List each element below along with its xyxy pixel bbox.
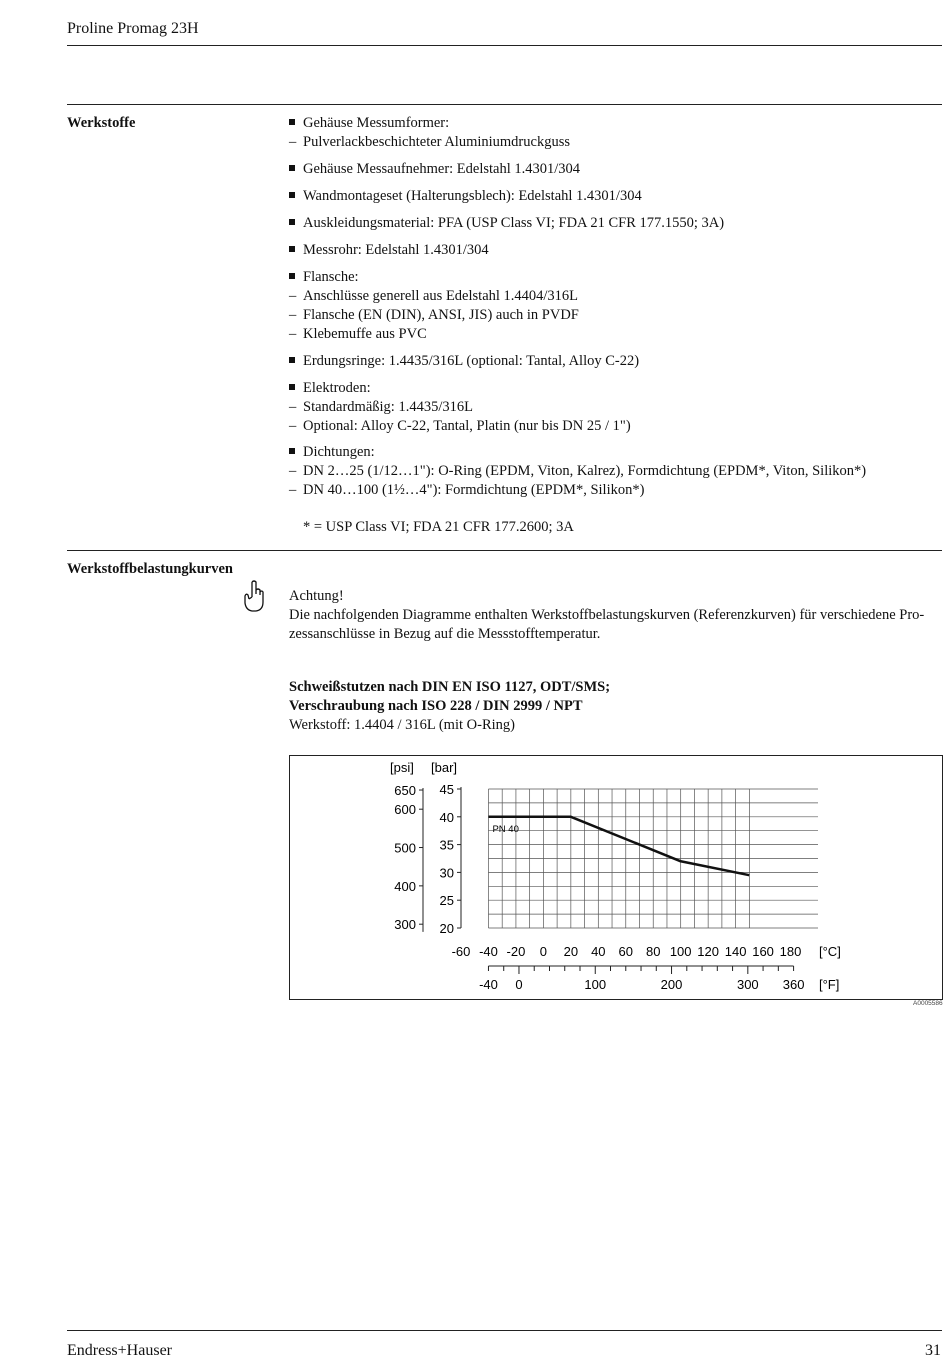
list-item: Auskleidungsmaterial: PFA (USP Class VI; FDA 21 CFR 177.1550; 3A) — [289, 214, 724, 233]
y2-axis-unit-psi: [psi] — [390, 760, 414, 775]
fahrenheit-tick-label: 300 — [736, 977, 759, 992]
fahrenheit-tick-label: 200 — [660, 977, 683, 992]
sub-item: – Pulverlackbeschichteter Aluminiumdruckguss — [289, 133, 570, 152]
sub-item: – DN 40…100 (1½…4"): Formdichtung (EPDM*, Silikon*) — [289, 481, 866, 500]
sub-item: – Standardmäßig: 1.4435/316L — [289, 398, 631, 417]
header-rule — [67, 45, 942, 46]
x-tick-label: 40 — [591, 944, 606, 959]
x-tick-label: -60 — [451, 944, 471, 959]
chart-frame — [289, 755, 943, 1000]
x-tick-label: 160 — [752, 944, 774, 959]
y-tick-label: 35 — [439, 837, 454, 853]
x-tick-label: 80 — [645, 944, 661, 959]
sub-item: – DN 2…25 (1/12…1"): O-Ring (EPDM, Viton, Kalrez), Formdichtung (EPDM*, Viton, Silikon*) — [289, 462, 866, 481]
list-item: Messrohr: Edelstahl 1.4301/304 — [289, 241, 489, 260]
psi-tick-label: 600 — [394, 802, 416, 818]
warning-text-line2: zessanschlüsse in Bezug auf die Messstofftemperatur. — [289, 626, 601, 642]
warning-title: Achtung! — [289, 588, 344, 604]
footnote: * = USP Class VI; FDA 21 CFR 177.2600; 3A — [303, 519, 574, 535]
y-tick-label: 20 — [439, 921, 454, 936]
pointing-hand-icon — [243, 580, 265, 614]
sub-item: – Flansche (EN (DIN), ANSI, JIS) auch in PVDF — [289, 306, 579, 325]
footer-rule — [67, 1330, 942, 1331]
list-item: Gehäuse Messaufnehmer: Edelstahl 1.4301/304 — [289, 160, 580, 179]
x-tick-label: 180 — [779, 944, 802, 959]
footer-publisher: Endress+Hauser — [67, 1342, 172, 1359]
y-axis-unit-bar: [bar] — [431, 760, 458, 775]
y-tick-label: 25 — [439, 893, 454, 909]
x-tick-label: -20 — [506, 944, 526, 959]
section-rule-belastung — [67, 550, 942, 551]
page-header-title: Proline Promag 23H — [67, 20, 199, 37]
section-heading-werkstoffe: Werkstoffe — [67, 115, 136, 131]
bullet-icon — [289, 448, 295, 454]
list-item: Erdungsringe: 1.4435/316L (optional: Tantal, Alloy C-22) — [289, 352, 639, 371]
y-tick-label: 45 — [439, 782, 454, 797]
series-line-pn40 — [488, 817, 749, 875]
x-tick-label: 20 — [563, 944, 579, 959]
list-item: Gehäuse Messumformer: – Pulverlackbeschichteter Aluminiumdruckguss — [289, 114, 570, 152]
list-item: Dichtungen: – DN 2…25 (1/12…1"): O-Ring (EPDM, Viton, Kalrez), Formdichtung (EPDM*, Viton, Silikon*) – DN 40…100 (1½…4"): Formdichtung (EPDM*, Silikon*) — [289, 443, 866, 500]
series-label-pn40: PN 40 — [492, 823, 519, 835]
bullet-icon — [289, 273, 295, 279]
list-item: Flansche: – Anschlüsse generell aus Edelstahl 1.4404/316L – Flansche (EN (DIN), ANSI, JIS) auch in PVDF – Klebemuffe aus PVC — [289, 268, 579, 344]
sub-item: – Anschlüsse generell aus Edelstahl 1.4404/316L — [289, 287, 579, 306]
pressure-temperature-chart — [290, 756, 942, 999]
sub-item: – Optional: Alloy C-22, Tantal, Platin (nur bis DN 25 / 1") — [289, 417, 631, 436]
warning-text-line1: Die nachfolgenden Diagramme enthalten Werkstoffbelastungskurven (Referenzkurven) für verschiedene Pro- — [289, 607, 925, 623]
x-axis-unit-celsius: [°C] — [819, 944, 841, 959]
diagram-material: Werkstoff: 1.4404 / 316L (mit O-Ring) — [289, 717, 515, 733]
list-item: Elektroden: – Standardmäßig: 1.4435/316L – Optional: Alloy C-22, Tantal, Platin (nur bis DN 25 / 1") — [289, 379, 631, 436]
psi-tick-label: 300 — [394, 917, 416, 933]
fahrenheit-tick-label: -40 — [479, 977, 498, 992]
section-rule-werkstoffe — [67, 104, 942, 105]
bullet-icon — [289, 219, 295, 225]
bullet-icon — [289, 357, 295, 363]
page-number: 31 — [925, 1342, 941, 1359]
figure-code: A0005586 — [913, 1000, 943, 1007]
section-heading-belastung: Werkstoffbelastungkurven — [67, 561, 233, 577]
y-tick-label: 30 — [439, 865, 454, 881]
bullet-icon — [289, 119, 295, 125]
x-tick-label: 100 — [669, 944, 692, 959]
y-tick-label: 40 — [439, 809, 454, 825]
diagram-title-line1: Schweißstutzen nach DIN EN ISO 1127, ODT/SMS; — [289, 679, 611, 695]
fahrenheit-tick-label: 100 — [584, 977, 607, 992]
x2-axis-unit-fahrenheit: [°F] — [819, 977, 840, 992]
fahrenheit-tick-label: 0 — [515, 977, 523, 992]
fahrenheit-tick-label: 360 — [782, 977, 805, 992]
x-tick-label: 60 — [618, 944, 634, 959]
bullet-icon — [289, 192, 295, 198]
list-item: Wandmontageset (Halterungsblech): Edelstahl 1.4301/304 — [289, 187, 642, 206]
psi-tick-label: 400 — [394, 878, 416, 894]
x-tick-label: 120 — [697, 944, 720, 959]
x-tick-label: 0 — [539, 944, 548, 959]
diagram-title-line2: Verschraubung nach ISO 228 / DIN 2999 / NPT — [289, 698, 583, 714]
sub-item: – Klebemuffe aus PVC — [289, 325, 579, 344]
x-tick-label: 140 — [724, 944, 747, 959]
psi-tick-label: 500 — [394, 840, 416, 856]
x-tick-label: -40 — [479, 944, 498, 959]
bullet-icon — [289, 384, 295, 390]
bullet-icon — [289, 165, 295, 171]
psi-tick-label: 650 — [394, 783, 416, 799]
bullet-icon — [289, 246, 295, 252]
